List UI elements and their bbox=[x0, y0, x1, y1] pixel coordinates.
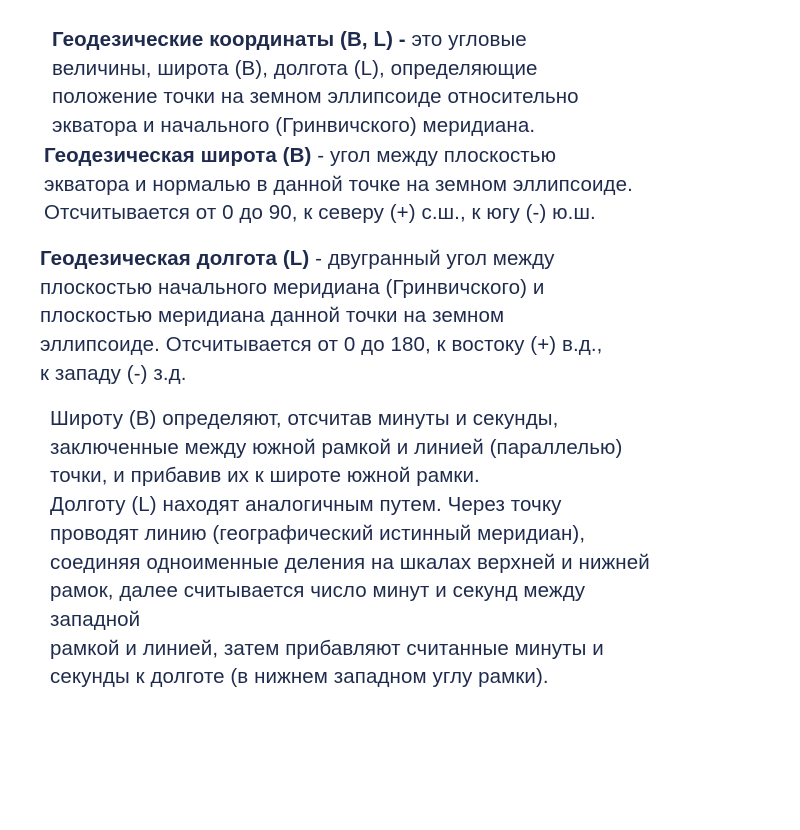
geodetic-longitude-paragraph bbox=[40, 245, 602, 389]
paragraph-line: рамок, далее считывается число минут и секунд между bbox=[50, 579, 586, 603]
paragraph-line: точки, и прибавив их к широте южной рамки. bbox=[50, 464, 480, 488]
paragraph-line: Долготу (L) находят аналогичным путем. Через точку bbox=[50, 493, 562, 517]
paragraph-line: плоскостью начального меридиана (Гринвичского) и bbox=[40, 275, 545, 299]
term-geodetic-longitude: Геодезическая долгота (L) bbox=[40, 247, 310, 270]
geodetic-latitude-paragraph bbox=[44, 142, 633, 228]
paragraph-text: - двугранный угол между bbox=[309, 247, 555, 270]
paragraph-line: плоскостью меридиана данной точки на земном bbox=[40, 304, 505, 328]
paragraph-line: рамкой и линией, затем прибавляют считанные минуты и bbox=[50, 636, 604, 660]
paragraph-line: эллипсоиде. Отсчитывается от 0 до 180, к востоку (+) в.д., bbox=[40, 333, 603, 357]
term-geodetic-coordinates: Геодезические координаты (B, L) - bbox=[52, 28, 406, 51]
paragraph-line: экватора и начального (Гринвичского) меридиана. bbox=[52, 114, 536, 138]
paragraph-text: это угловые bbox=[405, 28, 527, 51]
paragraph-line bbox=[44, 142, 633, 171]
paragraph-line: секунды к долготе (в нижнем западном углу рамки). bbox=[50, 665, 549, 689]
paragraph-line: соединяя одноименные деления на шкалах верхней и нижней bbox=[50, 550, 650, 574]
paragraph-line bbox=[52, 26, 579, 55]
paragraph-line: положение точки на земном эллипсоиде относительно bbox=[52, 85, 579, 109]
paragraph-line: к западу (-) з.д. bbox=[40, 361, 187, 385]
paragraph-text: - угол между плоскостью bbox=[311, 144, 557, 167]
paragraph-line: заключенные между южной рамкой и линией (параллелью) bbox=[50, 435, 623, 459]
paragraph-line: величины, широта (B), долгота (L), определяющие bbox=[52, 56, 538, 80]
paragraph-line: экватора и нормалью в данной точке на земном эллипсоиде. bbox=[44, 172, 633, 196]
measurement-method-paragraph bbox=[50, 405, 650, 692]
paragraph-line: Отсчитывается от 0 до 90, к северу (+) с.ш., к югу (-) ю.ш. bbox=[44, 201, 596, 225]
geodetic-coordinates-paragraph bbox=[52, 26, 579, 141]
term-geodetic-latitude: Геодезическая широта (B) bbox=[44, 144, 312, 167]
paragraph-line bbox=[40, 245, 602, 274]
paragraph-line: западной bbox=[50, 607, 141, 631]
paragraph-line: Широту (B) определяют, отсчитав минуты и секунды, bbox=[50, 407, 559, 430]
paragraph-line: проводят линию (географический истинный меридиан), bbox=[50, 521, 586, 545]
